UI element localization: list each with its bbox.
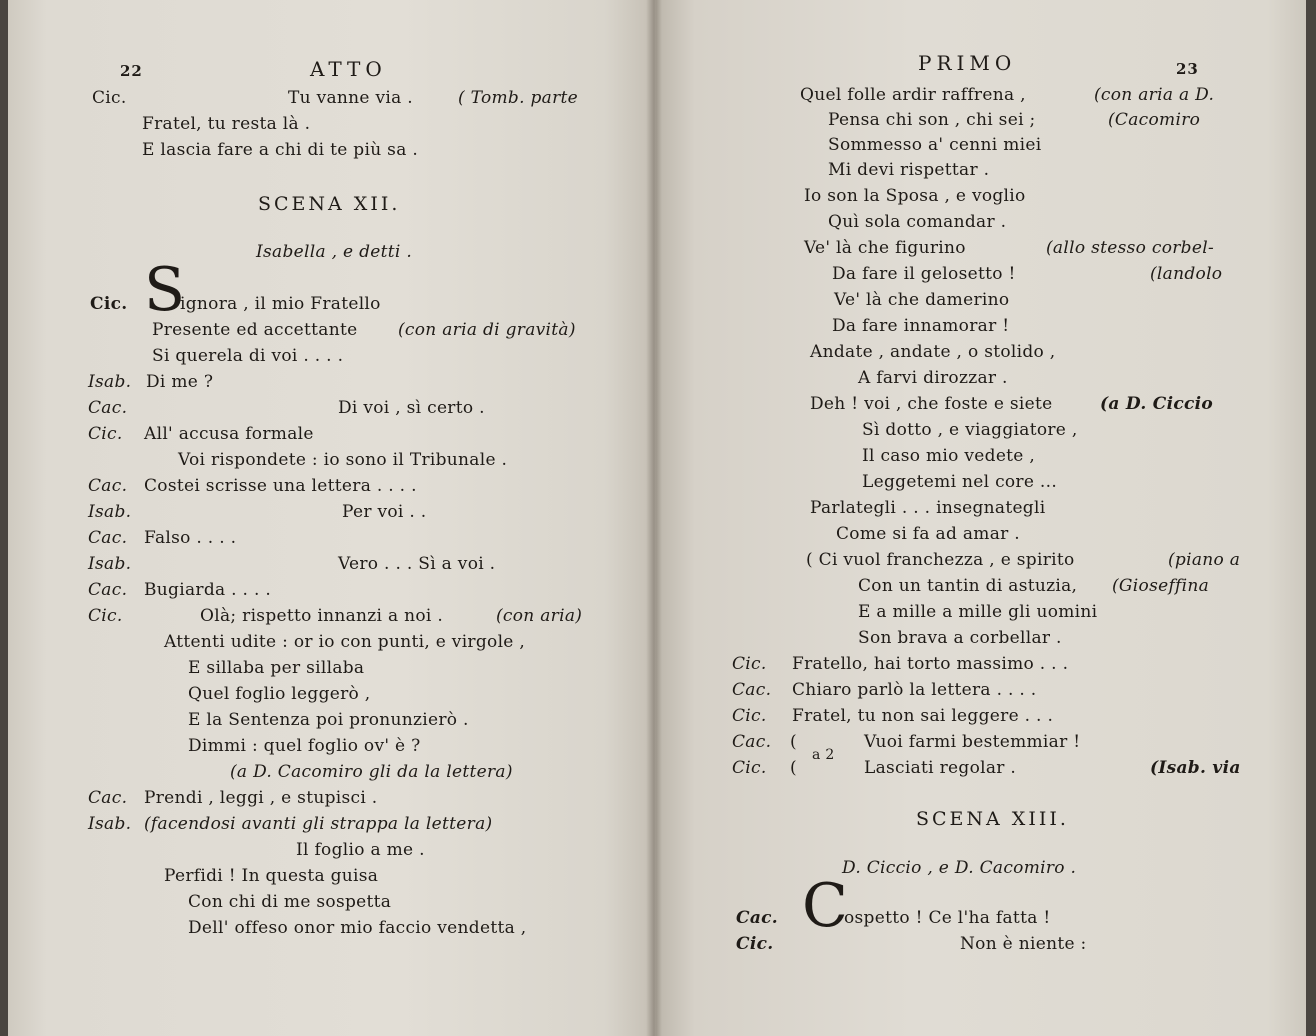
brace: ( [790, 758, 797, 778]
verse-line: Di me ? [146, 372, 214, 392]
stage-direction: (piano a [1168, 550, 1241, 570]
stage-direction: (Cacomiro [1108, 110, 1201, 130]
speaker: Cac. [732, 680, 772, 700]
verse-line: Attenti udite : or io con punti, e virgole , [164, 632, 526, 652]
verse-line: Parlategli . . . insegnategli [810, 498, 1046, 518]
verse-line: Lasciati regolar . [864, 758, 1017, 778]
verse-line: Voi rispondete : io sono il Tribunale . [178, 450, 508, 470]
speaker: Isab. [88, 372, 132, 392]
page-number: 23 [1176, 60, 1199, 78]
verse-line: Fratello, hai torto massimo . . . [792, 654, 1069, 674]
verse-line: Tu vanne via . [288, 88, 413, 108]
verse-line: Con chi di me sospetta [188, 892, 392, 912]
stage-direction: Isabella , e detti . [256, 242, 413, 262]
running-head: ATTO [310, 57, 387, 81]
verse-line: Quì sola comandar . [828, 212, 1007, 232]
verse-line: A farvi dirozzar . [858, 368, 1008, 388]
verse-line: Deh ! voi , che foste e siete [810, 394, 1053, 414]
verse-line: Mi devi rispettar . [828, 160, 990, 180]
verse-line: Fratel, tu resta là . [142, 114, 311, 134]
verse-line: E a mille a mille gli uomini [858, 602, 1098, 622]
verse-line: E la Sentenza poi pronunzierò . [188, 710, 469, 730]
verse-line: E sillaba per sillaba [188, 658, 365, 678]
speaker: Isab. [88, 502, 132, 522]
verse-line: Andate , andate , o stolido , [810, 342, 1056, 362]
stage-direction: (allo stesso corbel- [1046, 238, 1214, 258]
verse-line: Presente ed accettante [152, 320, 358, 340]
verse-line: Il caso mio vedete , [862, 446, 1036, 466]
speaker: Cic. [732, 706, 767, 726]
verse-line: Fratel, tu non sai leggere . . . [792, 706, 1054, 726]
speaker: Cic. [90, 294, 128, 314]
stage-direction: (landolo [1150, 264, 1223, 284]
verse-line: Perfidi ! In questa guisa [164, 866, 379, 886]
verse-line: Bugiarda . . . . [144, 580, 272, 600]
scene-heading: SCENA XIII. [916, 808, 1069, 830]
speaker: Cic. [88, 606, 123, 626]
verse-line: Da fare il gelosetto ! [832, 264, 1016, 284]
verse-line: ( Ci vuol franchezza , e spirito [806, 550, 1075, 570]
verse-line: Ve' là che figurino [804, 238, 966, 258]
verse-line: Vero . . . Sì a voi . [338, 554, 496, 574]
verse-line: Si querela di voi . . . . [152, 346, 344, 366]
verse-line: All' accusa formale [144, 424, 314, 444]
speaker: Cic. [732, 654, 767, 674]
verse-line: E lascia fare a chi di te più sa . [142, 140, 419, 160]
speaker: Cac. [732, 732, 772, 752]
verse-line: Costei scrisse una lettera . . . . [144, 476, 417, 496]
stage-direction: ( Tomb. parte [458, 88, 579, 108]
drop-cap: S [144, 255, 186, 325]
verse-line: ospetto ! Ce l'ha fatta ! [844, 908, 1051, 928]
verse-line: Pensa chi son , chi sei ; [828, 110, 1036, 130]
verse-line: Da fare innamorar ! [832, 316, 1010, 336]
verse-line: Ve' là che damerino [834, 290, 1010, 310]
verse-line: Non è niente : [960, 934, 1087, 954]
speaker: Cac. [88, 528, 128, 548]
drop-cap: C [802, 871, 848, 941]
verse-line: Quel folle ardir raffrena , [800, 85, 1026, 105]
speaker: Isab. [88, 814, 132, 834]
stage-direction: (facendosi avanti gli strappa la lettera) [144, 814, 493, 834]
right-page [656, 0, 1306, 1036]
verse-line: Sommesso a' cenni miei [828, 135, 1042, 155]
speaker: Cic. [92, 88, 127, 108]
speaker: Cic. [88, 424, 123, 444]
verse-line: Dell' offeso onor mio faccio vendetta , [188, 918, 527, 938]
speaker: Cac. [88, 398, 128, 418]
stage-direction: (Gioseffina [1112, 576, 1210, 596]
verse-line: Io son la Sposa , e voglio [804, 186, 1026, 206]
brace: ( [790, 732, 797, 752]
verse-line: Vuoi farmi bestemmiar ! [864, 732, 1081, 752]
speaker: Cic. [736, 934, 774, 954]
running-head: PRIMO [918, 51, 1017, 75]
book-gutter [646, 0, 662, 1036]
verse-line: Prendi , leggi , e stupisci . [144, 788, 378, 808]
verse-line: ignora , il mio Fratello [180, 294, 381, 314]
stage-direction: (con aria a D. [1094, 85, 1215, 105]
stage-direction: (a D. Ciccio [1100, 394, 1214, 414]
verse-line: Per voi . . [342, 502, 427, 522]
verse-line: Son brava a corbellar . [858, 628, 1062, 648]
stage-direction: D. Ciccio , e D. Cacomiro . [842, 858, 1077, 878]
verse-line: Chiaro parlò la lettera . . . . [792, 680, 1037, 700]
stage-direction: (a D. Cacomiro gli da la lettera) [230, 762, 513, 782]
speaker: Cac. [736, 908, 779, 928]
verse-line: Sì dotto , e viaggiatore , [862, 420, 1078, 440]
verse-line: Con un tantin di astuzia, [858, 576, 1078, 596]
speaker: Cac. [88, 476, 128, 496]
speaker: Isab. [88, 554, 132, 574]
speaker: Cac. [88, 580, 128, 600]
verse-line: Di voi , sì certo . [338, 398, 485, 418]
speaker: Cac. [88, 788, 128, 808]
a-due-mark: a 2 [812, 747, 835, 763]
verse-line: Come si fa ad amar . [836, 524, 1020, 544]
left-page [8, 0, 656, 1036]
verse-line: Falso . . . . [144, 528, 237, 548]
stage-direction: (con aria di gravità) [398, 320, 576, 340]
speaker: Cic. [732, 758, 767, 778]
stage-direction: (Isab. via [1150, 758, 1241, 778]
verse-line: Leggetemi nel core ... [862, 472, 1058, 492]
verse-line: Il foglio a me . [296, 840, 425, 860]
verse-line: Dimmi : quel foglio ov' è ? [188, 736, 421, 756]
page-number: 22 [120, 62, 143, 80]
verse-line: Olà; rispetto innanzi a noi . [200, 606, 444, 626]
verse-line: Quel foglio leggerò , [188, 684, 371, 704]
scene-heading: SCENA XII. [258, 193, 401, 215]
stage-direction: (con aria) [496, 606, 583, 626]
